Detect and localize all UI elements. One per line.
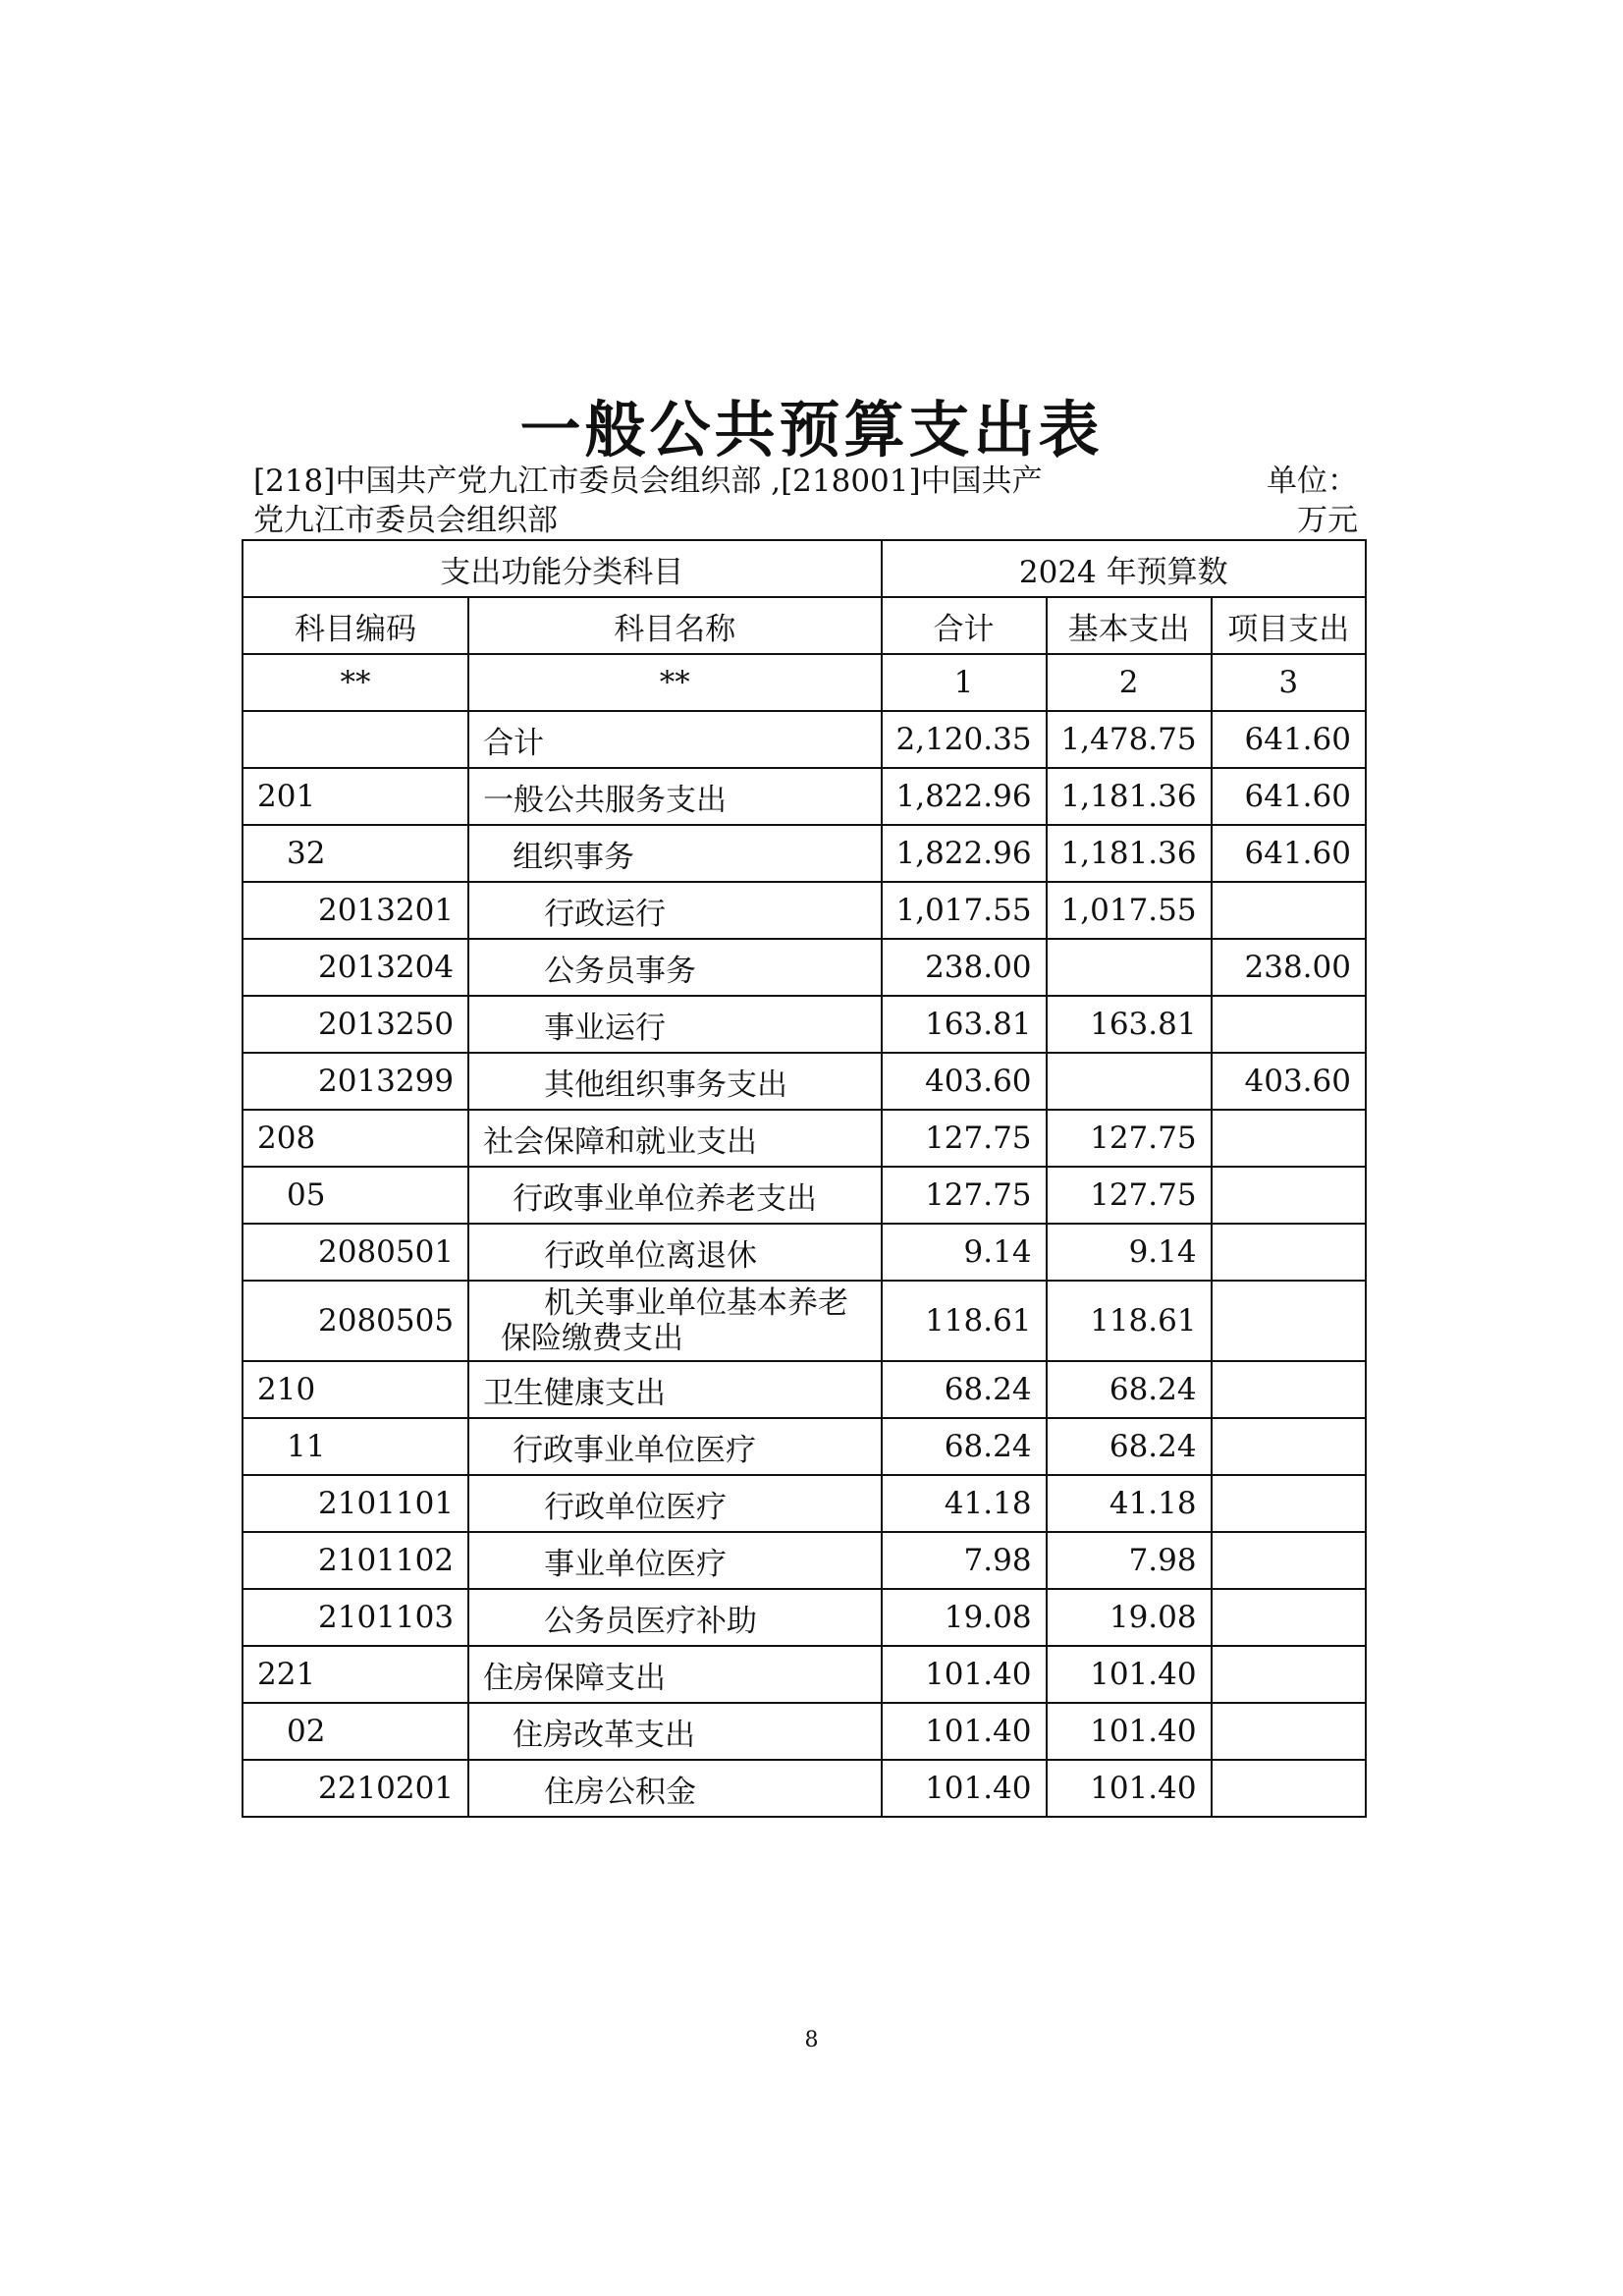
row-project (1212, 1589, 1366, 1646)
header-project: 项目支出 (1212, 597, 1366, 654)
row-total: 403.60 (882, 1053, 1047, 1110)
row-code: 2101101 (243, 1475, 468, 1532)
row-project (1212, 1418, 1366, 1475)
header-basic: 基本支出 (1047, 597, 1212, 654)
row-basic: 127.75 (1047, 1167, 1212, 1224)
row-project (1212, 1646, 1366, 1703)
row-basic (1047, 1053, 1212, 1110)
header-row-3 (243, 654, 1366, 711)
row-name: 住房改革支出 (468, 1703, 881, 1760)
row-project: 641.60 (1212, 711, 1366, 768)
row-project (1212, 1760, 1366, 1817)
row-name-line-1: 机关事业单位基本养老 (544, 1285, 849, 1321)
row-total: 163.81 (882, 996, 1047, 1053)
unit-label (1240, 462, 1358, 540)
header-category: 支出功能分类科目 (243, 540, 882, 597)
row-name: 一般公共服务支出 (468, 768, 881, 825)
header-row-2 (243, 597, 1366, 654)
row-basic: 19.08 (1047, 1589, 1212, 1646)
row-name: 住房公积金 (468, 1760, 881, 1817)
row-project (1212, 1703, 1366, 1760)
table-row (243, 1167, 1366, 1224)
row-name: 事业运行 (468, 996, 881, 1053)
row-name: 行政事业单位养老支出 (468, 1167, 881, 1224)
row-total: 68.24 (882, 1418, 1047, 1475)
header-row-1 (243, 540, 1366, 597)
row-code: 05 (243, 1167, 468, 1224)
row-name: 组织事务 (468, 825, 881, 882)
row-total: 68.24 (882, 1361, 1047, 1418)
row-code: 11 (243, 1418, 468, 1475)
row-code: 2210201 (243, 1760, 468, 1817)
row-total: 1,822.96 (882, 768, 1047, 825)
row-basic: 68.24 (1047, 1361, 1212, 1418)
table-row (243, 711, 1366, 768)
row-total: 2,120.35 (882, 711, 1047, 768)
row-basic: 1,478.75 (1047, 711, 1212, 768)
row-name: 公务员事务 (468, 939, 881, 996)
row-project: 403.60 (1212, 1053, 1366, 1110)
row-code: 208 (243, 1110, 468, 1167)
row-total: 101.40 (882, 1760, 1047, 1817)
row-name: 事业单位医疗 (468, 1532, 881, 1589)
row-basic (1047, 939, 1212, 996)
table-row (243, 996, 1366, 1053)
row-total: 101.40 (882, 1703, 1047, 1760)
table-row (243, 1418, 1366, 1475)
row-name: 社会保障和就业支出 (468, 1110, 881, 1167)
row-project (1212, 1475, 1366, 1532)
row-total: 7.98 (882, 1532, 1047, 1589)
row-project: 238.00 (1212, 939, 1366, 996)
row-name: 行政运行 (468, 882, 881, 939)
row-basic: 163.81 (1047, 996, 1212, 1053)
row-project (1212, 1361, 1366, 1418)
row-name: 行政单位医疗 (468, 1475, 881, 1532)
table-row (243, 1224, 1366, 1281)
table-row (243, 1281, 1366, 1361)
row-basic: 68.24 (1047, 1418, 1212, 1475)
row-total: 238.00 (882, 939, 1047, 996)
row-basic: 118.61 (1047, 1281, 1212, 1361)
row-code: 2080505 (243, 1281, 468, 1361)
table-row (243, 1361, 1366, 1418)
table-row (243, 825, 1366, 882)
table-row (243, 1589, 1366, 1646)
table-row (243, 1646, 1366, 1703)
row-basic: 41.18 (1047, 1475, 1212, 1532)
row-name: 卫生健康支出 (468, 1361, 881, 1418)
budget-table (242, 539, 1367, 1818)
row-total: 127.75 (882, 1110, 1047, 1167)
row-total: 118.61 (882, 1281, 1047, 1361)
row-project (1212, 1167, 1366, 1224)
row-project (1212, 1110, 1366, 1167)
row-name: 住房保障支出 (468, 1646, 881, 1703)
row-basic: 1,181.36 (1047, 825, 1212, 882)
row-basic: 101.40 (1047, 1760, 1212, 1817)
unit-line-2: 万元 (1297, 503, 1358, 538)
row-code: 2101102 (243, 1532, 468, 1589)
row-code: 32 (243, 825, 468, 882)
row-code: 2013201 (243, 882, 468, 939)
row-code: 2080501 (243, 1224, 468, 1281)
table-row (243, 768, 1366, 825)
header-code: 科目编码 (243, 597, 468, 654)
row-name: 合计 (468, 711, 881, 768)
header-total: 合计 (882, 597, 1047, 654)
row-name: 行政单位离退休 (468, 1224, 881, 1281)
row-name-line-2: 保险缴费支出 (501, 1321, 684, 1356)
organization-line-2: 党九江市委员会组织部 (253, 503, 558, 538)
row-total: 1,822.96 (882, 825, 1047, 882)
header-col-3: 3 (1212, 654, 1366, 711)
row-code: 02 (243, 1703, 468, 1760)
row-total: 9.14 (882, 1224, 1047, 1281)
row-project: 641.60 (1212, 768, 1366, 825)
header-budget-year: 2024 年预算数 (882, 540, 1367, 597)
row-basic: 101.40 (1047, 1703, 1212, 1760)
table-row (243, 1110, 1366, 1167)
row-basic: 7.98 (1047, 1532, 1212, 1589)
row-code (243, 711, 468, 768)
row-code: 201 (243, 768, 468, 825)
unit-line-1: 单位： (1267, 464, 1358, 499)
table-row (243, 1760, 1366, 1817)
row-code: 210 (243, 1361, 468, 1418)
table-row (243, 1703, 1366, 1760)
header-col-1: 1 (882, 654, 1047, 711)
header-col-2: 2 (1047, 654, 1212, 711)
organization-line-1: [218]中国共产党九江市委员会组织部 ,[218001]中国共产 (253, 464, 1043, 499)
header-code-mark: ** (243, 654, 468, 711)
row-name: 行政事业单位医疗 (468, 1418, 881, 1475)
row-project (1212, 1281, 1366, 1361)
organization-label (253, 462, 1068, 540)
table-row (243, 882, 1366, 939)
header-name-mark: ** (468, 654, 881, 711)
row-basic: 101.40 (1047, 1646, 1212, 1703)
header-name: 科目名称 (468, 597, 881, 654)
row-code: 2013204 (243, 939, 468, 996)
row-code: 221 (243, 1646, 468, 1703)
row-name: 其他组织事务支出 (468, 1053, 881, 1110)
row-project: 641.60 (1212, 825, 1366, 882)
row-total: 41.18 (882, 1475, 1047, 1532)
row-total: 101.40 (882, 1646, 1047, 1703)
table-row (243, 1053, 1366, 1110)
row-project (1212, 1224, 1366, 1281)
page-title: 一般公共预算支出表 (519, 394, 1104, 465)
page-number: 8 (804, 2028, 819, 2052)
row-basic: 1,181.36 (1047, 768, 1212, 825)
row-basic: 9.14 (1047, 1224, 1212, 1281)
row-basic: 1,017.55 (1047, 882, 1212, 939)
row-code: 2013299 (243, 1053, 468, 1110)
row-total: 19.08 (882, 1589, 1047, 1646)
table-row (243, 939, 1366, 996)
row-total: 127.75 (882, 1167, 1047, 1224)
table-row (243, 1475, 1366, 1532)
row-name (468, 1281, 881, 1361)
row-project (1212, 1532, 1366, 1589)
row-code: 2013250 (243, 996, 468, 1053)
row-basic: 127.75 (1047, 1110, 1212, 1167)
table-row (243, 1532, 1366, 1589)
row-total: 1,017.55 (882, 882, 1047, 939)
row-project (1212, 882, 1366, 939)
row-name: 公务员医疗补助 (468, 1589, 881, 1646)
row-project (1212, 996, 1366, 1053)
row-code: 2101103 (243, 1589, 468, 1646)
